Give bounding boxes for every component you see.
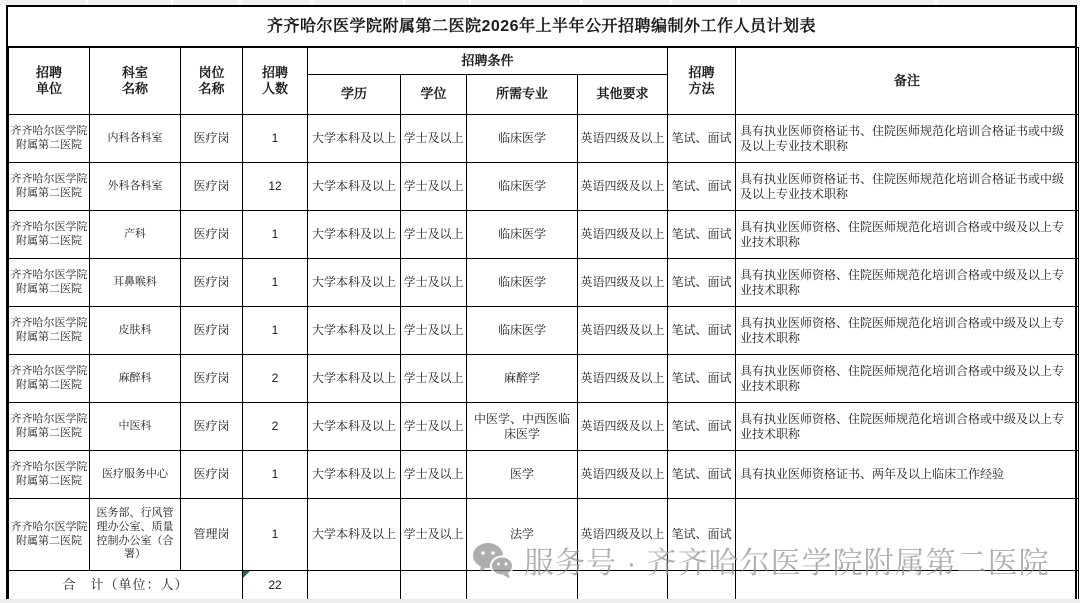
col-header-conditions-group: 招聘条件 [308,48,668,75]
total-empty-major [467,571,578,600]
table-row [9,307,1079,355]
col-header-method: 招聘方法 [668,48,736,115]
cell-position: 医疗岗 [181,307,243,355]
cell-remarks: 具有执业医师资格、住院医师规范化培训合格或中级及以上专业技术职称 [736,403,1079,451]
cell-department: 中医科 [90,403,181,451]
cell-department: 产科 [90,211,181,259]
cell-headcount: 1 [243,259,308,307]
table-row [9,403,1079,451]
cell-major: 临床医学 [467,307,578,355]
table-row [9,211,1079,259]
cell-education: 大学本科及以上 [308,259,401,307]
cell-position: 医疗岗 [181,355,243,403]
total-empty-remarks [736,571,1079,600]
cell-education: 大学本科及以上 [308,355,401,403]
cell-position: 医疗岗 [181,403,243,451]
cell-other: 英语四级及以上 [578,211,668,259]
cell-position: 医疗岗 [181,451,243,499]
cell-unit: 齐齐哈尔医学院附属第二医院 [9,259,90,307]
total-empty-other [578,571,668,600]
cell-unit: 齐齐哈尔医学院附属第二医院 [9,451,90,499]
cell-other: 英语四级及以上 [578,451,668,499]
cell-department: 耳鼻喉科 [90,259,181,307]
cell-method: 笔试、面试 [668,259,736,307]
total-empty-education [308,571,401,600]
cell-remarks: 具有执业医师资格、住院医师规范化培训合格或中级及以上专业技术职称 [736,307,1079,355]
cell-headcount: 1 [243,211,308,259]
cell-other: 英语四级及以上 [578,163,668,211]
cell-unit: 齐齐哈尔医学院附属第二医院 [9,115,90,163]
table-row [9,355,1079,403]
cell-degree: 学士及以上 [401,115,467,163]
cell-position: 管理岗 [181,499,243,571]
col-header-remarks: 备注 [736,48,1079,115]
cell-method: 笔试、面试 [668,211,736,259]
total-label: 合 计（单位：人） [9,571,243,600]
cell-major: 临床医学 [467,259,578,307]
cell-method: 笔试、面试 [668,355,736,403]
table-row [9,499,1079,571]
cell-method: 笔试、面试 [668,499,736,571]
cell-major: 临床医学 [467,211,578,259]
cell-department: 内科各科室 [90,115,181,163]
cell-unit: 齐齐哈尔医学院附属第二医院 [9,403,90,451]
cell-method: 笔试、面试 [668,451,736,499]
cell-education: 大学本科及以上 [308,163,401,211]
cell-headcount: 2 [243,403,308,451]
spreadsheet-partial-row-bottom [0,599,1080,603]
cell-position: 医疗岗 [181,163,243,211]
table-row [9,259,1079,307]
total-empty-degree [401,571,467,600]
col-header-headcount: 招聘人数 [243,48,308,115]
cell-education: 大学本科及以上 [308,451,401,499]
cell-other: 英语四级及以上 [578,403,668,451]
cell-major: 法学 [467,499,578,571]
recruitment-table-sheet [6,5,1077,602]
cell-other: 英语四级及以上 [578,499,668,571]
cell-degree: 学士及以上 [401,499,467,571]
cell-remarks: 具有执业医师资格证书、住院医师规范化培训合格证书或中级及以上专业技术职称 [736,163,1079,211]
cell-department: 麻醉科 [90,355,181,403]
total-row [9,571,1079,600]
cell-degree: 学士及以上 [401,259,467,307]
cell-major: 医学 [467,451,578,499]
table-row [9,451,1079,499]
cell-degree: 学士及以上 [401,403,467,451]
recruitment-table [8,47,1079,600]
cell-remarks: 具有执业医师资格证书、住院医师规范化培训合格证书或中级及以上专业技术职称 [736,115,1079,163]
cell-other: 英语四级及以上 [578,355,668,403]
cell-other: 英语四级及以上 [578,307,668,355]
cell-other: 英语四级及以上 [578,115,668,163]
cell-department: 医疗服务中心 [90,451,181,499]
header-row-top [9,48,1079,75]
cell-unit: 齐齐哈尔医学院附属第二医院 [9,307,90,355]
table-row [9,115,1079,163]
cell-degree: 学士及以上 [401,451,467,499]
total-headcount-cell: 22 [243,571,308,600]
col-header-major: 所需专业 [467,75,578,115]
watermark-text: 服务号 · 齐齐哈尔医学院附属第二医院 [524,547,1050,580]
table-row [9,163,1079,211]
cell-unit: 齐齐哈尔医学院附属第二医院 [9,211,90,259]
cell-headcount: 1 [243,499,308,571]
col-header-department: 科室名称 [90,48,181,115]
cell-headcount: 1 [243,451,308,499]
cell-degree: 学士及以上 [401,355,467,403]
cell-position: 医疗岗 [181,211,243,259]
cell-method: 笔试、面试 [668,163,736,211]
cell-position: 医疗岗 [181,259,243,307]
cell-education: 大学本科及以上 [308,307,401,355]
cell-department: 医务部、行风管理办公室、质量控制办公室（合署） [90,499,181,571]
cell-department: 皮肤科 [90,307,181,355]
cell-degree: 学士及以上 [401,211,467,259]
cell-headcount: 12 [243,163,308,211]
cell-education: 大学本科及以上 [308,403,401,451]
page-title: 齐齐哈尔医学院附属第二医院2026年上半年公开招聘编制外工作人员计划表 [8,7,1075,47]
cell-unit: 齐齐哈尔医学院附属第二医院 [9,163,90,211]
col-header-unit: 招聘单位 [9,48,90,115]
cell-method: 笔试、面试 [668,115,736,163]
cell-other: 英语四级及以上 [578,259,668,307]
excel-cell-marker-icon [243,571,250,578]
cell-education: 大学本科及以上 [308,499,401,571]
cell-method: 笔试、面试 [668,307,736,355]
cell-remarks: 具有执业医师资格、住院医师规范化培训合格或中级及以上专业技术职称 [736,259,1079,307]
cell-major: 临床医学 [467,115,578,163]
cell-remarks: 具有执业医师资格、住院医师规范化培训合格或中级及以上专业技术职称 [736,355,1079,403]
cell-unit: 齐齐哈尔医学院附属第二医院 [9,355,90,403]
cell-headcount: 2 [243,355,308,403]
cell-degree: 学士及以上 [401,163,467,211]
total-empty-method [668,571,736,600]
cell-major: 麻醉学 [467,355,578,403]
col-header-education: 学历 [308,75,401,115]
cell-headcount: 1 [243,307,308,355]
cell-remarks: 具有执业医师资格证书、两年及以上临床工作经验 [736,451,1079,499]
cell-education: 大学本科及以上 [308,211,401,259]
cell-remarks [736,499,1079,571]
cell-department: 外科各科室 [90,163,181,211]
cell-major: 中医学、中西医临床医学 [467,403,578,451]
cell-unit: 齐齐哈尔医学院附属第二医院 [9,499,90,571]
cell-position: 医疗岗 [181,115,243,163]
col-header-position: 岗位名称 [181,48,243,115]
cell-major: 临床医学 [467,163,578,211]
cell-education: 大学本科及以上 [308,115,401,163]
cell-remarks: 具有执业医师资格、住院医师规范化培训合格或中级及以上专业技术职称 [736,211,1079,259]
col-header-other: 其他要求 [578,75,668,115]
col-header-degree: 学位 [401,75,467,115]
cell-method: 笔试、面试 [668,403,736,451]
cell-degree: 学士及以上 [401,307,467,355]
cell-headcount: 1 [243,115,308,163]
